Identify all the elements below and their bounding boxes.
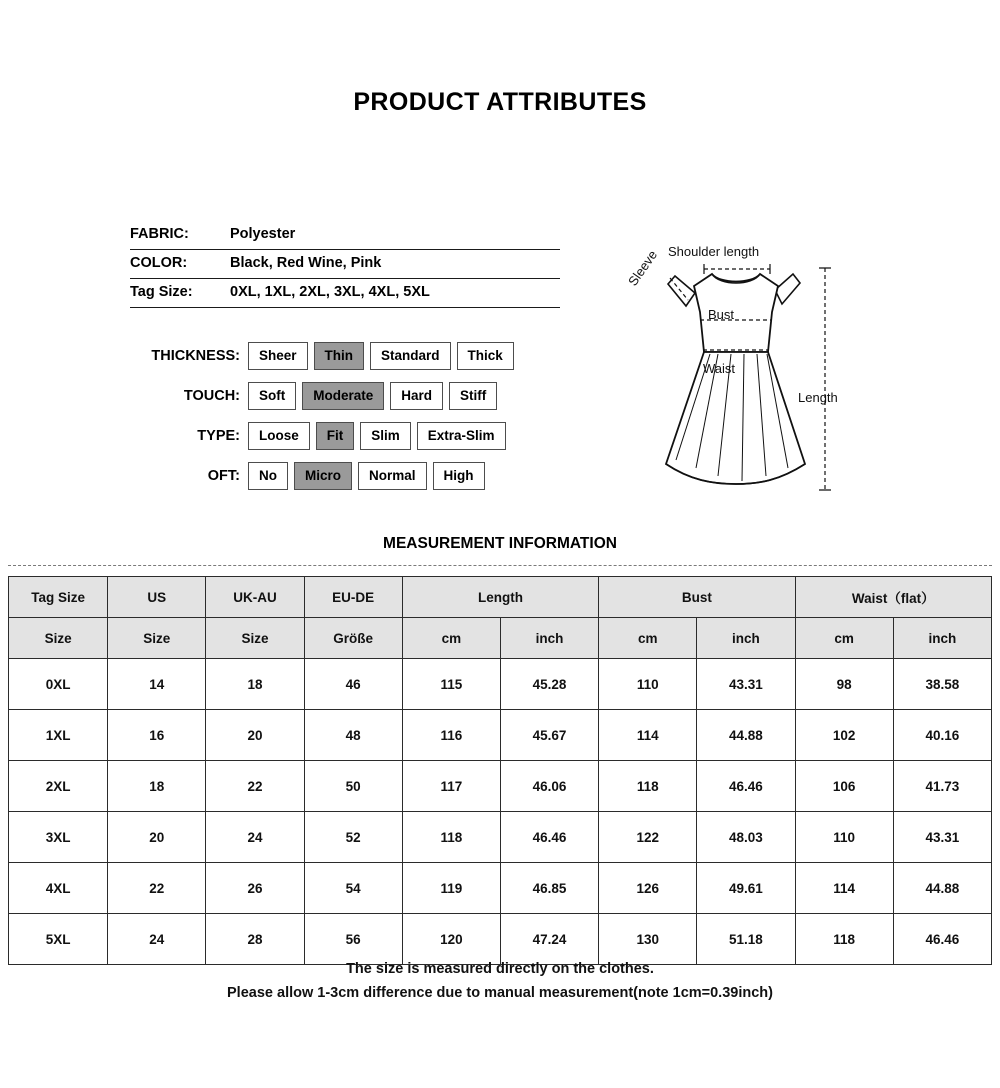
cell-waist-inch: 46.46 bbox=[893, 914, 991, 965]
measurement-heading: MEASUREMENT INFORMATION bbox=[383, 535, 617, 552]
table-row bbox=[9, 659, 992, 710]
header-bust: Bust bbox=[599, 577, 795, 618]
subheader-groesse: Größe bbox=[304, 618, 402, 659]
table-row bbox=[9, 761, 992, 812]
cell-waist-inch: 40.16 bbox=[893, 710, 991, 761]
cell-uk: 22 bbox=[206, 761, 304, 812]
cell-waist-cm: 98 bbox=[795, 659, 893, 710]
option-thickness-thick[interactable]: Thick bbox=[457, 342, 514, 370]
option-label-thickness: THICKNESS: bbox=[151, 348, 240, 364]
page-title: PRODUCT ATTRIBUTES bbox=[353, 88, 647, 116]
cell-us: 20 bbox=[108, 812, 206, 863]
cell-waist-cm: 102 bbox=[795, 710, 893, 761]
cell-waist-inch: 43.31 bbox=[893, 812, 991, 863]
option-touch-stiff[interactable]: Stiff bbox=[449, 382, 497, 410]
option-row-touch bbox=[130, 376, 570, 416]
header-waist: Waist（flat） bbox=[795, 577, 991, 618]
cell-waist-cm: 110 bbox=[795, 812, 893, 863]
option-touch-hard[interactable]: Hard bbox=[390, 382, 443, 410]
cell-tag-size: 2XL bbox=[9, 761, 108, 812]
option-oft-no[interactable]: No bbox=[248, 462, 288, 490]
attribute-row bbox=[130, 279, 560, 308]
attribute-option-rows bbox=[130, 336, 570, 496]
option-label-type: TYPE: bbox=[197, 428, 240, 444]
cell-bust-cm: 130 bbox=[599, 914, 697, 965]
table-header-row-2 bbox=[9, 618, 992, 659]
cell-length-inch: 47.24 bbox=[500, 914, 598, 965]
cell-bust-inch: 48.03 bbox=[697, 812, 795, 863]
cell-tag-size: 3XL bbox=[9, 812, 108, 863]
subheader-bust-inch: inch bbox=[697, 618, 795, 659]
cell-eu: 48 bbox=[304, 710, 402, 761]
cell-bust-inch: 49.61 bbox=[697, 863, 795, 914]
subheader-waist-cm: cm bbox=[795, 618, 893, 659]
cell-length-cm: 115 bbox=[402, 659, 500, 710]
cell-bust-cm: 114 bbox=[599, 710, 697, 761]
subheader-size-tag: Size bbox=[9, 618, 108, 659]
header-eu-de: EU-DE bbox=[304, 577, 402, 618]
cell-us: 24 bbox=[108, 914, 206, 965]
table-row bbox=[9, 914, 992, 965]
cell-eu: 46 bbox=[304, 659, 402, 710]
cell-waist-inch: 41.73 bbox=[893, 761, 991, 812]
option-oft-normal[interactable]: Normal bbox=[358, 462, 427, 490]
option-row-type bbox=[130, 416, 570, 456]
cell-tag-size: 0XL bbox=[9, 659, 108, 710]
product-attributes-list bbox=[130, 221, 560, 308]
cell-bust-cm: 122 bbox=[599, 812, 697, 863]
cell-us: 14 bbox=[108, 659, 206, 710]
diagram-label-length: Length bbox=[798, 390, 838, 405]
option-row-thickness bbox=[130, 336, 570, 376]
table-header-row-1 bbox=[9, 577, 992, 618]
cell-length-cm: 119 bbox=[402, 863, 500, 914]
cell-length-inch: 46.85 bbox=[500, 863, 598, 914]
subheader-bust-cm: cm bbox=[599, 618, 697, 659]
option-oft-micro[interactable]: Micro bbox=[294, 462, 352, 490]
cell-uk: 20 bbox=[206, 710, 304, 761]
subheader-size-uk: Size bbox=[206, 618, 304, 659]
option-thickness-thin[interactable]: Thin bbox=[314, 342, 365, 370]
cell-eu: 54 bbox=[304, 863, 402, 914]
attribute-value: 0XL, 1XL, 2XL, 3XL, 4XL, 5XL bbox=[230, 284, 430, 300]
subheader-size-us: Size bbox=[108, 618, 206, 659]
cell-length-inch: 45.67 bbox=[500, 710, 598, 761]
option-label-touch: TOUCH: bbox=[183, 388, 240, 404]
cell-bust-inch: 43.31 bbox=[697, 659, 795, 710]
cell-length-inch: 46.06 bbox=[500, 761, 598, 812]
option-oft-high[interactable]: High bbox=[433, 462, 485, 490]
cell-tag-size: 1XL bbox=[9, 710, 108, 761]
cell-length-inch: 46.46 bbox=[500, 812, 598, 863]
option-thickness-standard[interactable]: Standard bbox=[370, 342, 451, 370]
footnotes bbox=[0, 961, 1000, 1009]
option-type-loose[interactable]: Loose bbox=[248, 422, 310, 450]
header-length: Length bbox=[402, 577, 598, 618]
measurement-table-wrap bbox=[8, 576, 992, 965]
subheader-waist-inch: inch bbox=[893, 618, 991, 659]
option-type-extra-slim[interactable]: Extra-Slim bbox=[417, 422, 506, 450]
cell-waist-cm: 106 bbox=[795, 761, 893, 812]
option-thickness-sheer[interactable]: Sheer bbox=[248, 342, 308, 370]
option-label-oft: OFT: bbox=[207, 468, 240, 484]
diagram-label-bust: Bust bbox=[708, 307, 735, 322]
cell-bust-cm: 110 bbox=[599, 659, 697, 710]
subheader-length-cm: cm bbox=[402, 618, 500, 659]
cell-eu: 56 bbox=[304, 914, 402, 965]
cell-bust-inch: 44.88 bbox=[697, 710, 795, 761]
table-row bbox=[9, 812, 992, 863]
attribute-row bbox=[130, 221, 560, 250]
cell-us: 22 bbox=[108, 863, 206, 914]
option-type-slim[interactable]: Slim bbox=[360, 422, 411, 450]
header-us: US bbox=[108, 577, 206, 618]
cell-length-cm: 118 bbox=[402, 812, 500, 863]
cell-uk: 24 bbox=[206, 812, 304, 863]
cell-length-cm: 120 bbox=[402, 914, 500, 965]
measurement-table bbox=[8, 576, 992, 965]
cell-waist-inch: 44.88 bbox=[893, 863, 991, 914]
option-touch-soft[interactable]: Soft bbox=[248, 382, 296, 410]
cell-eu: 50 bbox=[304, 761, 402, 812]
attribute-value: Black, Red Wine, Pink bbox=[230, 255, 382, 271]
cell-bust-inch: 51.18 bbox=[697, 914, 795, 965]
table-row bbox=[9, 863, 992, 914]
option-row-oft bbox=[130, 456, 570, 496]
subheader-length-inch: inch bbox=[500, 618, 598, 659]
cell-waist-cm: 114 bbox=[795, 863, 893, 914]
section-divider bbox=[8, 565, 992, 566]
cell-waist-cm: 118 bbox=[795, 914, 893, 965]
dress-illustration-svg bbox=[600, 228, 990, 518]
cell-bust-inch: 46.46 bbox=[697, 761, 795, 812]
header-uk-au: UK-AU bbox=[206, 577, 304, 618]
cell-bust-cm: 126 bbox=[599, 863, 697, 914]
cell-uk: 26 bbox=[206, 863, 304, 914]
option-type-fit[interactable]: Fit bbox=[316, 422, 355, 450]
diagram-label-shoulder: Shoulder length bbox=[668, 244, 760, 259]
diagram-label-waist: Waist bbox=[703, 361, 736, 376]
cell-uk: 28 bbox=[206, 914, 304, 965]
header-tag-size: Tag Size bbox=[9, 577, 108, 618]
cell-length-cm: 116 bbox=[402, 710, 500, 761]
cell-uk: 18 bbox=[206, 659, 304, 710]
attribute-value: Polyester bbox=[230, 226, 296, 242]
cell-tag-size: 4XL bbox=[9, 863, 108, 914]
cell-eu: 52 bbox=[304, 812, 402, 863]
footnote-line-1: The size is measured directly on the clothes. bbox=[346, 961, 654, 977]
dress-measurement-diagram bbox=[600, 228, 990, 518]
diagram-label-sleeve: Sleeve bbox=[625, 247, 661, 289]
table-row bbox=[9, 710, 992, 761]
cell-tag-size: 5XL bbox=[9, 914, 108, 965]
cell-us: 16 bbox=[108, 710, 206, 761]
cell-waist-inch: 38.58 bbox=[893, 659, 991, 710]
cell-length-cm: 117 bbox=[402, 761, 500, 812]
cell-length-inch: 45.28 bbox=[500, 659, 598, 710]
footnote-line-2: Please allow 1-3cm difference due to manual measurement(note 1cm=0.39inch) bbox=[227, 985, 773, 1001]
attribute-row bbox=[130, 250, 560, 279]
attribute-label: COLOR: bbox=[130, 255, 188, 271]
cell-bust-cm: 118 bbox=[599, 761, 697, 812]
attribute-label: FABRIC: bbox=[130, 226, 189, 242]
option-touch-moderate[interactable]: Moderate bbox=[302, 382, 384, 410]
cell-us: 18 bbox=[108, 761, 206, 812]
attribute-label: Tag Size: bbox=[130, 284, 193, 300]
